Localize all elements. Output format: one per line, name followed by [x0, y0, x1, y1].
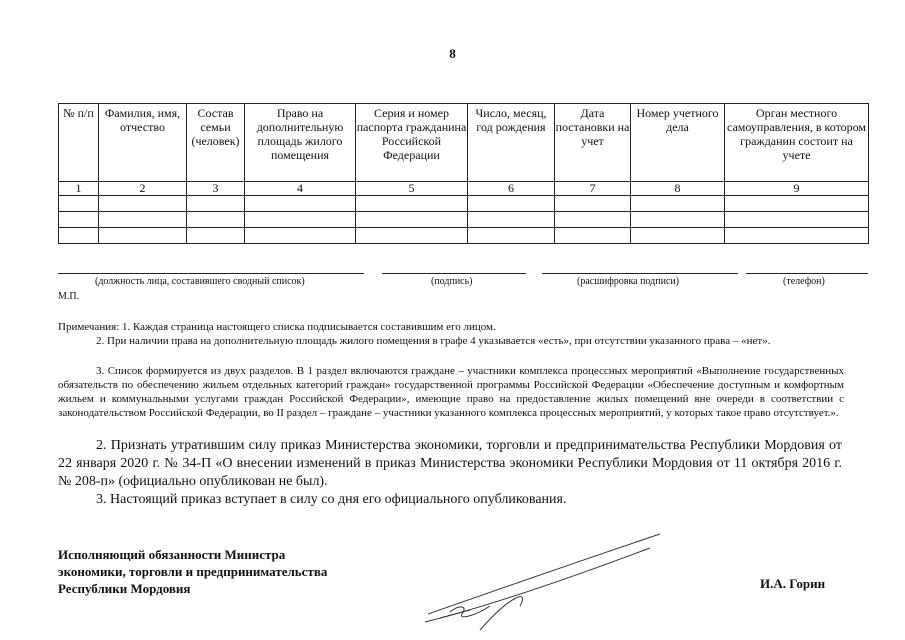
- column-header: Состав семьи (человек): [187, 104, 245, 182]
- stamp-place-label: М.П.: [58, 291, 80, 302]
- table-cell: [468, 212, 555, 228]
- table-row: [59, 212, 869, 228]
- table-cell: [725, 228, 869, 244]
- table-cell: [725, 212, 869, 228]
- column-header: № п/п: [59, 104, 99, 182]
- signer-title-line: Исполняющий обязанности Министра: [58, 547, 286, 562]
- table-cell: [99, 212, 187, 228]
- decoding-caption: (расшифровка подписи): [577, 276, 680, 287]
- note-1: Примечания: 1. Каждая страница настоящего списка подписывается составившим его лицом.: [58, 321, 496, 333]
- table-cell: [59, 212, 99, 228]
- list-table: [58, 103, 869, 244]
- table-cell: [555, 212, 631, 228]
- column-header: Фамилия, имя, отчество: [99, 104, 187, 182]
- phone-caption: (телефон): [783, 276, 825, 287]
- column-number-row: [59, 182, 869, 196]
- table-cell: [59, 196, 99, 212]
- table-cell: [555, 228, 631, 244]
- column-number: 2: [99, 182, 187, 196]
- column-number: 8: [631, 182, 725, 196]
- handwritten-signature: [420, 526, 670, 636]
- note-2: 2. При наличии права на дополнительную площадь жилого помещения в графе 4 указывается «есть», при отсутствии указанного права – «нет».: [96, 335, 771, 347]
- table-cell: [245, 196, 356, 212]
- column-number: 5: [356, 182, 468, 196]
- table-cell: [631, 196, 725, 212]
- column-header: Дата постановки на учет: [555, 104, 631, 182]
- note-3: 3. Список формируется из двух разделов. В 1 раздел включаются граждане – участники комплекса процессных мероприятий «Выполнение государственных обязательств по обеспечению жильем отдельных категорий граждан» государственной программы Российской Федерации «Обеспечение доступным и комфортным жильем и коммунальными услугами граждан Российской Федерации», имеющие право на предоставление жилых помещений вне очереди в соответствии с законодательством Российской Федерации, во II раздел – граждане – участники указанного комплекса процессных мероприятий, у которых такое право отсутствует.».: [58, 365, 844, 419]
- signer-name: И.А. Горин: [760, 576, 826, 591]
- table-cell: [99, 228, 187, 244]
- table-cell: [187, 196, 245, 212]
- column-number: 4: [245, 182, 356, 196]
- table-cell: [356, 212, 468, 228]
- column-header: Число, месяц, год рождения: [468, 104, 555, 182]
- signer-title-line: экономики, торговли и предпринимательства: [58, 564, 328, 579]
- column-header: Право на дополнительную площадь жилого помещения: [245, 104, 356, 182]
- position-signature-line: [58, 273, 364, 274]
- table-cell: [187, 228, 245, 244]
- table-cell: [468, 196, 555, 212]
- table-row: [59, 228, 869, 244]
- column-header: Серия и номер паспорта гражданина Российской Федерации: [356, 104, 468, 182]
- table-cell: [356, 196, 468, 212]
- column-number: 6: [468, 182, 555, 196]
- decoding-signature-line: [542, 273, 738, 274]
- signer-title: [58, 546, 327, 597]
- table-cell: [187, 212, 245, 228]
- signature-line: [382, 273, 526, 274]
- column-number: 9: [725, 182, 869, 196]
- column-number: 7: [555, 182, 631, 196]
- table-cell: [555, 196, 631, 212]
- table-cell: [631, 228, 725, 244]
- paragraph-2: 2. Признать утратившим силу приказ Министерства экономики, торговли и предпринимательства Республики Мордовия от 22 января 2020 г. № 34-П «О внесении изменений в приказ Министерства экономики Республики Мордовия от 11 октября 2016 г. № 208-п» (официально опубликован не был).: [58, 438, 842, 489]
- column-header: Номер учетного дела: [631, 104, 725, 182]
- table-cell: [356, 228, 468, 244]
- table-cell: [245, 228, 356, 244]
- table-cell: [725, 196, 869, 212]
- table-cell: [59, 228, 99, 244]
- table-row: [59, 196, 869, 212]
- signer-title-line: Республики Мордовия: [58, 581, 191, 596]
- table-cell: [245, 212, 356, 228]
- table-cell: [468, 228, 555, 244]
- table-cell: [631, 212, 725, 228]
- column-number: 1: [59, 182, 99, 196]
- phone-signature-line: [746, 273, 868, 274]
- table-cell: [99, 196, 187, 212]
- paragraph-3: 3. Настоящий приказ вступает в силу со дня его официального опубликования.: [96, 492, 567, 507]
- page-number: 8: [449, 46, 456, 61]
- signature-caption: (подпись): [431, 276, 473, 287]
- column-header: Орган местного самоуправления, в котором гражданин состоит на учете: [725, 104, 869, 182]
- table-header-row: [59, 104, 869, 182]
- position-caption: (должность лица, составившего сводный список): [95, 276, 305, 287]
- column-number: 3: [187, 182, 245, 196]
